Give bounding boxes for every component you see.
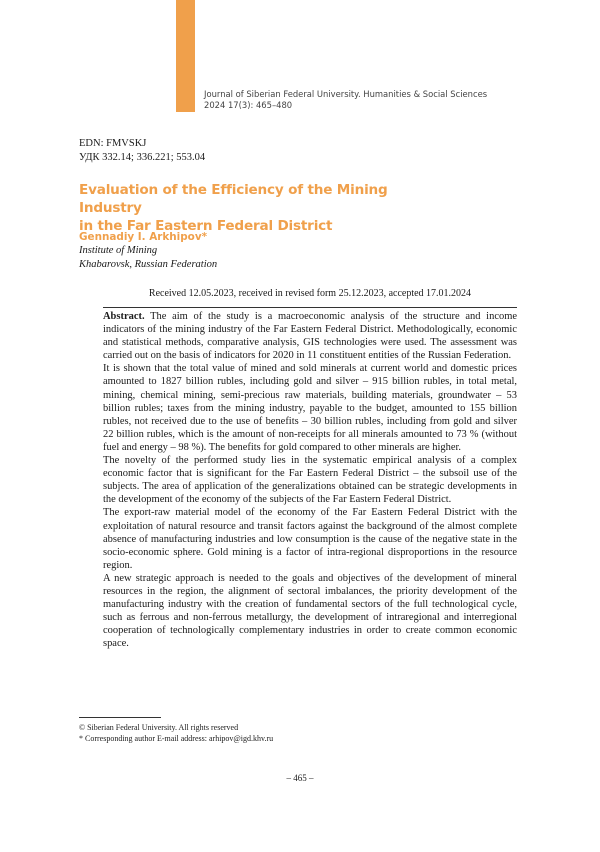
footnotes bbox=[79, 722, 273, 744]
abstract-paragraph-2: It is shown that the total value of mined and sold minerals at current world and domestic prices amounted to 1827 billion rubles, including gold and silver – 915 billion rubles, in total metal, mining, chemical mining, semi-precious raw materials, building materials, groundwater – 53 billion rubles; taxes from the mining industry, payable to the budget, amounted to 155 billion rubles, not received due to the use of benefits – 30 billion rubles, including from gold and silver 22 billion rubles, which is the amount of non-receipts for all minerals amounted to 73 % (without fuel and energy – 98 %). The benefits for gold compared to other minerals are higher. bbox=[103, 363, 517, 453]
journal-accent-bar bbox=[176, 0, 195, 112]
author-location: Khabarovsk, Russian Federation bbox=[79, 259, 218, 270]
abstract-label: Abstract. bbox=[103, 311, 145, 322]
abstract-paragraph-5: A new strategic approach is needed to the goals and objectives of the development of mineral resources in the region, the alignment of sectoral imbalances, the priority development of the manufacturing industry with the creation of fundamental sectors of the full technological cycle, such as ferrous and non-ferrous metallurgy, the development of intraregional and interregional cooperation of technologically complementary industries in order to create common economic space. bbox=[103, 572, 517, 650]
title-line-2: in the Far Eastern Federal District bbox=[79, 218, 333, 234]
abstract-paragraph-4: The export-raw material model of the economy of the Far Eastern Federal District with the exploitation of natural resource and transit factors against the background of the almost complete absence of manufacturing industries and low consumption is the cause of the negative state in the socio-economic sphere. Gold mining is a factor of intra-regional disproportions in the resource region. bbox=[103, 507, 517, 571]
received-dates: Received 12.05.2023, received in revised form 25.12.2023, accepted 17.01.2024 bbox=[148, 288, 472, 299]
abstract-paragraph-3: The novelty of the performed study lies in the systematic empirical analysis of a complex economic factor that is significant for the Far Eastern Federal District – the subsoil use of the subjects. The area of application of the generalizations obtained can be strategic developments in the development of the economy of the subjects of the Far Eastern Federal District. bbox=[103, 455, 517, 506]
journal-name: Journal of Siberian Federal University. Humanities & Social Sciences bbox=[204, 89, 488, 99]
corresponding-author-note: * Corresponding author E-mail address: arhipov@igd.khv.ru bbox=[79, 734, 274, 743]
edn-code: EDN: FMVSKJ bbox=[79, 138, 147, 149]
article-identifiers bbox=[79, 137, 205, 165]
article-title bbox=[79, 181, 409, 235]
abstract bbox=[103, 310, 517, 650]
author-name: Gennadiy I. Arkhipov* bbox=[79, 231, 208, 243]
footnote-divider bbox=[79, 717, 161, 718]
page-number: – 465 – bbox=[286, 773, 314, 783]
udk-code: УДК 332.14; 336.221; 553.04 bbox=[79, 152, 206, 163]
journal-issue: 2024 17(3): 465–480 bbox=[204, 100, 293, 110]
copyright-note: © Siberian Federal University. All rights reserved bbox=[79, 723, 239, 732]
abstract-paragraph-1 bbox=[103, 310, 517, 362]
author-institute: Institute of Mining bbox=[79, 245, 158, 256]
author-affiliation bbox=[79, 244, 217, 272]
abstract-divider bbox=[103, 307, 517, 308]
journal-header bbox=[204, 89, 487, 111]
abstract-text-1: The aim of the study is a macroeconomic analysis of the structure and income indicators of the mining industry of the Far Eastern Federal District. Methodologically, economic and statistical methods, comparative analysis, GIS technologies were used. The assessment was carried out on the basis of indicators for 2020 in 11 constituent entities of the Russian Federation. bbox=[103, 311, 517, 362]
title-line-1: Evaluation of the Efficiency of the Mining Industry bbox=[79, 182, 388, 216]
